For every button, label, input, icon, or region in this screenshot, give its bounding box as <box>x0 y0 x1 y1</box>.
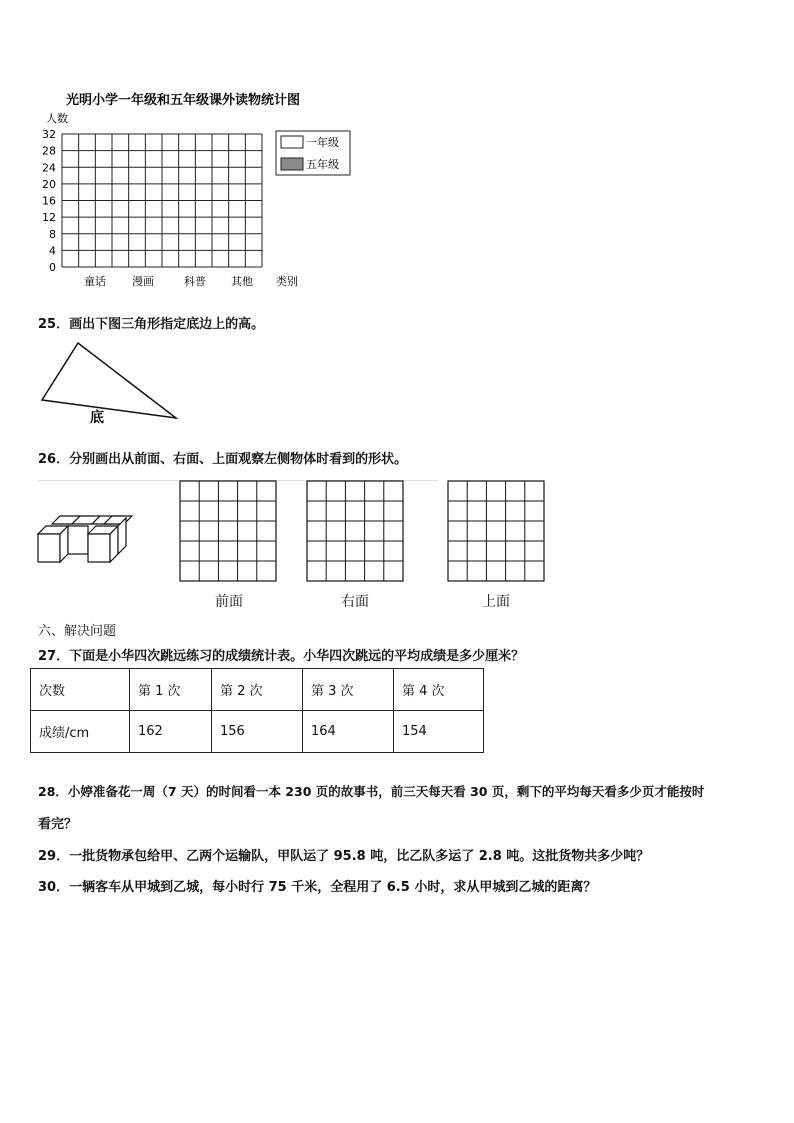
question-number: 27． <box>38 649 70 664</box>
legend-swatch-grade5 <box>281 158 303 170</box>
y-tick-label: 20 <box>42 177 56 191</box>
question-text: 小婷准备花一周（7 天）的时间看一本 230 页的故事书，前三天每天看 30 页，剩下的平均每天看多少页才能按时 <box>67 784 705 799</box>
scores-table <box>30 668 484 753</box>
question-number: 28． <box>38 784 68 799</box>
y-tick-label: 28 <box>42 144 56 158</box>
section-title: 六、解决问题 <box>38 624 117 639</box>
legend-label-grade5: 五年级 <box>306 158 339 171</box>
question-number: 29． <box>38 849 70 864</box>
x-category-label: 童话 <box>84 275 106 288</box>
chart-legend <box>276 131 350 175</box>
question-text: 一批货物承包给甲、乙两个运输队，甲队运了 95.8 吨，比乙队多运了 2.8 吨。这批货物共多少吨？ <box>69 849 650 864</box>
question-27 <box>38 645 524 664</box>
question-28-continued: 看完？ <box>38 817 78 832</box>
table-cell: 成绩/cm <box>31 711 130 753</box>
x-axis-label: 类别 <box>276 275 298 288</box>
table-cell: 156 <box>212 711 303 753</box>
question-text: 分别画出从前面、右面、上面观察左侧物体时看到的形状。 <box>69 452 408 467</box>
y-tick-label: 0 <box>49 261 56 274</box>
grid-top[interactable] <box>448 481 544 581</box>
table-cell: 162 <box>130 711 212 753</box>
table-header-row <box>31 669 484 711</box>
reading-chart <box>0 0 794 300</box>
grid-right[interactable] <box>307 481 403 581</box>
grid-border <box>180 481 276 581</box>
y-axis-label: 人数 <box>46 112 68 125</box>
base-label: 底 <box>90 410 104 426</box>
question-number: 25． <box>38 317 70 332</box>
table-cell: 第 3 次 <box>303 669 394 711</box>
table-cell: 164 <box>303 711 394 753</box>
table-cell: 第 1 次 <box>130 669 212 711</box>
question-29 <box>38 845 649 864</box>
x-category-label: 漫画 <box>132 275 154 288</box>
grid-label-top: 上面 <box>482 594 510 610</box>
question-25 <box>38 313 264 332</box>
grid-label-right: 右面 <box>341 594 369 610</box>
grid-label-front: 前面 <box>215 594 243 610</box>
grid-border <box>448 481 544 581</box>
triangle <box>42 343 176 418</box>
table-cell: 第 4 次 <box>394 669 484 711</box>
answer-grids <box>0 478 794 584</box>
question-28 <box>38 782 704 800</box>
question-text: 下面是小华四次跳远练习的成绩统计表。小华四次跳远的平均成绩是多少厘米？ <box>69 649 525 664</box>
y-tick-label: 8 <box>49 227 56 241</box>
table-cell: 154 <box>394 711 484 753</box>
table-cell: 次数 <box>31 669 130 711</box>
x-category-label: 科普 <box>184 275 206 288</box>
question-26 <box>38 448 407 467</box>
y-tick-label: 32 <box>42 128 56 141</box>
table-cell: 第 2 次 <box>212 669 303 711</box>
question-text: 一辆客车从甲城到乙城，每小时行 75 千米，全程用了 6.5 小时，求从甲城到乙城的距离？ <box>69 880 597 895</box>
question-number: 26． <box>38 452 70 467</box>
legend-swatch-grade1 <box>281 136 303 148</box>
y-tick-label: 24 <box>42 161 56 175</box>
triangle-figure <box>30 338 200 428</box>
grid-front[interactable] <box>180 481 276 581</box>
question-30 <box>38 876 596 895</box>
question-text: 画出下图三角形指定底边上的高。 <box>69 317 265 332</box>
table-row <box>31 711 484 753</box>
question-number: 30． <box>38 880 70 895</box>
y-tick-label: 4 <box>49 244 56 258</box>
y-tick-label: 12 <box>42 211 56 225</box>
y-tick-label: 16 <box>42 194 56 208</box>
grid-border <box>307 481 403 581</box>
x-category-label: 其他 <box>231 275 253 288</box>
legend-label-grade1: 一年级 <box>306 136 339 149</box>
chart-title: 光明小学一年级和五年级课外读物统计图 <box>66 93 301 108</box>
